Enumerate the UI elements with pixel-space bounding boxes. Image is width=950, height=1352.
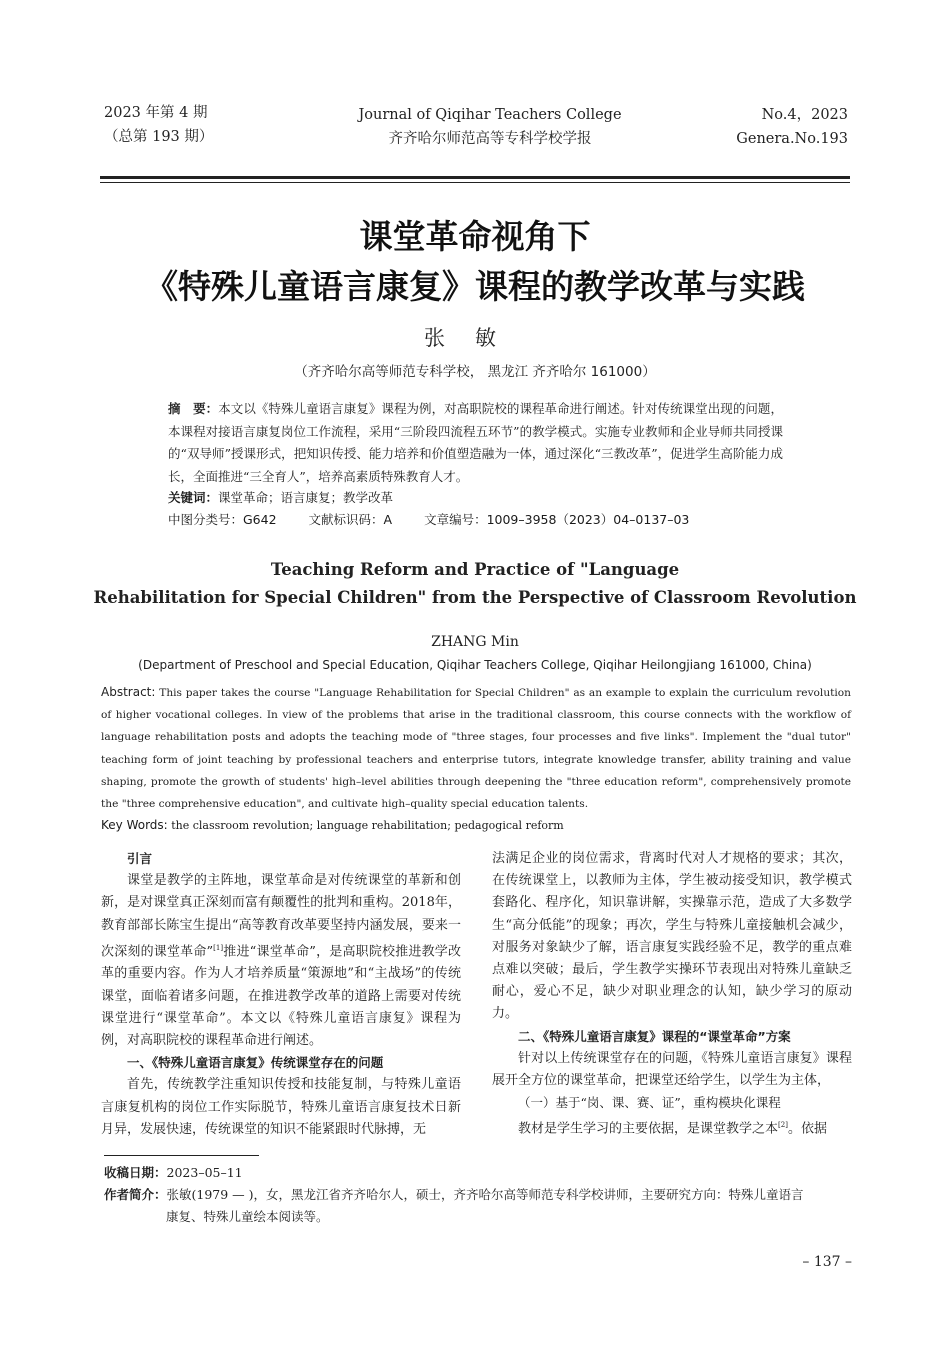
author-bio-label: 作者简介： [104, 1187, 167, 1202]
header-rule-thick [100, 176, 850, 179]
keywords-cn-text: 课堂革命；语言康复；教学改革 [218, 490, 394, 505]
author-bio-cont: 康复、特殊儿童绘本阅读等。 [166, 1209, 329, 1224]
paragraph-subsection1-text: 教材是学生学习的主要依据，是课堂教学之本 [518, 1121, 779, 1137]
abstract-cn-label: 摘 要： [168, 401, 219, 416]
section-heading-intro: 引言 [127, 851, 153, 866]
keywords-en-label: Key Words: [101, 818, 168, 832]
journal-name [300, 103, 680, 151]
journal-issue-info [104, 101, 213, 149]
page-number: – 137 – [802, 1254, 852, 1270]
abstract-cn-text: 本文以《特殊儿童语言康复》课程为例，对高职院校的课程革命进行阐述。针对传统课堂出现的问题，本课程对接语言康复岗位工作流程，采用“三阶段四流程五环节”的教学模式。实施专业教师和企业导师共同授课的“双导师”授课形式，把知识传授、能力培养和价值塑造融为一体，通过深化“三教改革”，促进学生高阶能力成长，全面推进“三全育人”，培养高素质特殊教育人才。 [168, 401, 783, 484]
abstract-en [101, 681, 851, 815]
paragraph-intro-text: 课堂是教学的主阵地，课堂革命是对传统课堂的革新和创新，是对课堂真正深刻而富有颠覆性的批判和重构。2018年，教育部部长陈宝生提出“高等教育改革要坚持内涵发展，要来一次深刻的课堂革命” [101, 873, 461, 960]
author-name: 张敏 [424, 326, 526, 350]
received-date-line [104, 1162, 849, 1184]
keywords-cn [168, 488, 393, 508]
header-rule-thin [100, 182, 850, 183]
footnote-rule [104, 1155, 259, 1156]
author-bio-line [104, 1184, 849, 1206]
citation-ref-1: [1] [213, 943, 224, 952]
citation-ref-2: [2] [778, 1121, 788, 1130]
received-date-label: 收稿日期： [104, 1165, 167, 1180]
paragraph-section1: 首先，传统教学注重知识传授和技能复制，与特殊儿童语言康复机构的岗位工作实际脱节，特殊儿童语言康复技术日新月异，发展快速，传统课堂的知识不能紧跟时代脉搏，无 [101, 1077, 461, 1137]
issue-no-en: No.4，2023 [761, 107, 848, 123]
paragraph-section1-cont: 法满足企业的岗位需求，背离时代对人才规格的要求；其次，在传统课堂上，以教师为主体，学生被动接受知识，教学模式套路化、程序化，知识靠讲解，实操靠示范，造成了大多数学生“高分低能”的现象；再次，学生与特殊儿童接触机会减少，对服务对象缺少了解，语言康复实践经验不足，教学的重点难点难以突破；最后，学生教学实操环节表现出对特殊儿童缺乏耐心，爱心不足，缺少对职业理念的认知，缺少学习的原动力。 [492, 851, 852, 1022]
subsection-heading-1: （一）基于“岗、课、赛、证”，重构模块化课程 [518, 1095, 781, 1111]
received-date: 2023–05–11 [166, 1165, 243, 1180]
abstract-en-text: This paper takes the course "Language Rehabilitation for Special Children" as an example to explain the curriculum revolution of higher vocational colleges. In view of the problems that arise in the traditional classroom, this course connects with the workflow of language rehabilitation posts and adopts the teaching mode of "three stages, four processes and five links". Implement the "dual tutor" teaching form of joint teaching by professional teachers and enterprise tutors, integrate knowledge transfer, ability training and value shaping, promote the growth of students' high–level abilities through deepening the "three education reform", comprehensively promote the "three comprehensive education", and cultivate high–quality special education talents. [101, 687, 851, 811]
issue-total-number: （总第 193 期） [104, 129, 214, 145]
journal-name-cn: 齐齐哈尔师范高等专科学校学报 [388, 131, 592, 147]
keywords-cn-label: 关键词： [168, 490, 219, 505]
body-column-left [101, 848, 461, 1141]
article-title-line2: 《特殊儿童语言康复》课程的教学改革与实践 [145, 267, 805, 306]
section-heading-2: 二、《特殊儿童语言康复》课程的“课堂革命”方案 [518, 1028, 791, 1044]
journal-number-info [680, 103, 848, 151]
footnotes [104, 1162, 849, 1228]
general-no-en: Genera.No.193 [736, 131, 848, 147]
body-column-right [492, 848, 852, 1141]
author-name-en: ZHANG Min [431, 634, 519, 650]
paragraph-intro [101, 870, 461, 1052]
abstract-en-label: Abstract: [101, 685, 156, 699]
paragraph-section2: 针对以上传统课堂存在的问题，《特殊儿童语言康复》课程展开全方位的课堂革命，把课堂还给学生，以学生为主体， [492, 1050, 852, 1089]
author-affiliation-en: (Department of Preschool and Special Education, Qiqihar Teachers College, Qiqihar Heilongjiang 161000, China) [138, 658, 812, 672]
keywords-en-text: the classroom revolution; language rehabilitation; pedagogical reform [171, 819, 564, 832]
classification-line [168, 510, 717, 528]
paragraph-intro-text-cont: 推进“课堂革命”，是高职院校推进教学改革的重要内容。作为人才培养质量“策源地”和“主战场”的传统课堂，面临着诸多问题，在推进教学改革的道路上需要对传统课堂进行“课堂革命”。本文以《特殊儿童语言康复》课程为例，对高职院校的课程革命进行阐述。 [101, 944, 461, 1048]
section-heading-1: 一、《特殊儿童语言康复》传统课堂存在的问题 [127, 1055, 384, 1071]
abstract-cn [168, 398, 783, 488]
article-title [60, 212, 890, 312]
article-title-en-line2: Rehabilitation for Special Children" from the Perspective of Classroom Revolution [93, 588, 857, 607]
journal-name-en: Journal of Qiqihar Teachers College [358, 107, 622, 123]
paragraph-subsection1-cont: 。依据 [787, 1121, 827, 1137]
author-bio-text: 张敏(1979 — )，女，黑龙江省齐齐哈尔人，硕士，齐齐哈尔高等师范专科学校讲师，主要研究方向：特殊儿童语言 [166, 1187, 804, 1202]
article-number: 文章编号：1009–3958（2023）04–0137–03 [424, 512, 690, 527]
author-affiliation: （齐齐哈尔高等师范专科学校， 黑龙江 齐齐哈尔 161000） [294, 364, 656, 380]
paragraph-subsection1 [492, 1114, 852, 1141]
article-title-en-line1: Teaching Reform and Practice of "Language [270, 560, 680, 579]
keywords-en [101, 815, 564, 836]
issue-year-number: 2023 年第 4 期 [104, 105, 208, 121]
article-title-en [40, 556, 910, 612]
article-title-line1: 课堂革命视角下 [359, 217, 591, 256]
document-code: 文献标识码：A [308, 512, 393, 527]
clc-number: 中图分类号：G642 [168, 512, 277, 527]
